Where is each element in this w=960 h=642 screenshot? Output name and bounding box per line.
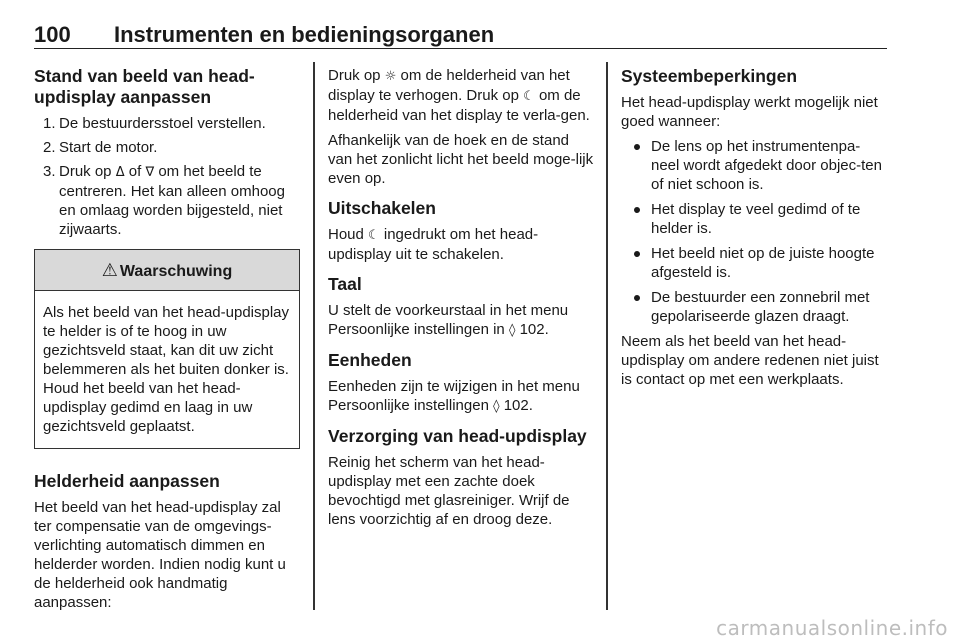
paragraph: Reinig het scherm van het head-updisplay met een zachte doek bevochtigd met glasreiniger. Wrijf de lens voorzichtig af en droog deze. [328,454,570,528]
column-divider [313,62,315,610]
paragraph: Neem als het beeld van het head-updisplay om andere redenen niet juist is contact op met een werkplaats. [621,333,879,388]
text-run: U stelt de voorkeurstaal in het menu Persoonlijke instellingen in [328,302,569,338]
page-number: 100 [34,22,71,47]
step-number: 2. [43,139,56,156]
section-heading: Taal [328,274,362,294]
list-item [621,288,887,326]
text-run: ingedrukt om het head-updisplay uit te schakelen. [328,226,539,263]
section-heading: Eenheden [328,350,412,370]
paragraph [328,66,594,125]
list-item [34,114,300,133]
warning-icon: ⚠ [101,260,118,280]
text-run: Houd [328,226,364,243]
step-text: om het beeld te centreren. Het kan alleen omhoog en omlaag worden bijgesteld, niet zijwaarts. [59,163,285,238]
bullet-list [621,137,887,326]
list-item [621,200,887,238]
page-reference: 102. [503,397,533,414]
column-middle [328,66,594,535]
list-item [34,162,300,239]
list-item [621,244,887,282]
page-reference-icon: ◊ [508,323,516,338]
text-run: om de helderheid van het display te verhogen. Druk op [328,67,570,104]
step-number: 3. [43,163,56,180]
step-text: Start de motor. [59,139,158,156]
bullet-text: Het display te veel gedimd of te helder is. [651,201,861,237]
section-heading: Verzorging van head-updisplay [328,426,587,446]
steps-list [34,114,300,239]
step-number: 1. [43,115,56,132]
section-heading: Uitschakelen [328,198,436,218]
watermark: carmanualsonline.info [716,616,948,640]
warning-title: Waarschuwing [119,263,233,280]
warning-box [34,249,300,449]
bullet-icon [634,207,640,213]
step-text: of [128,163,142,180]
bullet-icon [634,144,640,150]
step-text: De bestuurdersstoel verstellen. [59,115,266,132]
up-arrow-icon: Δ [115,165,125,180]
column-left [34,66,300,618]
text-run: Druk op [328,67,381,84]
list-item [34,138,300,157]
paragraph: Het beeld van het head-updisplay zal ter compensatie van de omgevings-verlichting automatisch dimmen en helderder worden. Indien nodig kunt u de helderheid ook handmatig aanpassen: [34,499,286,611]
page-header [34,24,887,49]
bullet-icon [634,251,640,257]
sun-icon: ☼ [384,69,397,84]
moon-icon: ☾ [368,228,380,243]
list-item [621,137,887,194]
page-title: Instrumenten en bedieningsorganen [114,22,495,47]
text-run: Eenheden zijn te wijzigen in het menu Persoonlijke instellingen [328,378,580,414]
bullet-text: De lens op het instrumentenpa-neel wordt afgedekt door objec-ten of niet schoon is. [651,138,882,193]
down-arrow-icon: ∇ [145,165,155,180]
paragraph [328,225,594,264]
text-run: om de helderheid van het display te verla-gen. [328,87,590,124]
bullet-text: De bestuurder een zonnebril met gepolariseerde glazen draagt. [651,289,870,325]
paragraph: Afhankelijk van de hoek en de stand van het zonlicht licht het beeld moge-lijk even op. [328,132,594,187]
moon-icon: ☾ [523,89,535,104]
paragraph: Het head-updisplay werkt mogelijk niet goed wanneer: [621,94,878,130]
column-divider [606,62,608,610]
page-reference: 102. [519,321,549,338]
page-reference-icon: ◊ [493,399,500,414]
section-heading: Stand van beeld van head-updisplay aanpassen [34,66,255,107]
paragraph [328,377,594,416]
warning-text: Als het beeld van het head-updisplay te helder is of te hoog in uw gezichtsveld staat, kan dit uw zicht belemmeren als het buiten donker is. Houd het beeld van het head-updisplay gedimd en laag in uw gezichtsveld geplaatst. [43,304,290,435]
bullet-icon [634,295,640,301]
section-heading: Helderheid aanpassen [34,471,220,491]
step-text: Druk op [59,163,112,180]
column-right [621,66,887,395]
paragraph [328,301,594,340]
bullet-text: Het beeld niet op de juiste hoogte afgesteld is. [651,245,875,281]
warning-header [35,250,299,291]
section-heading: Systeembeperkingen [621,66,798,86]
